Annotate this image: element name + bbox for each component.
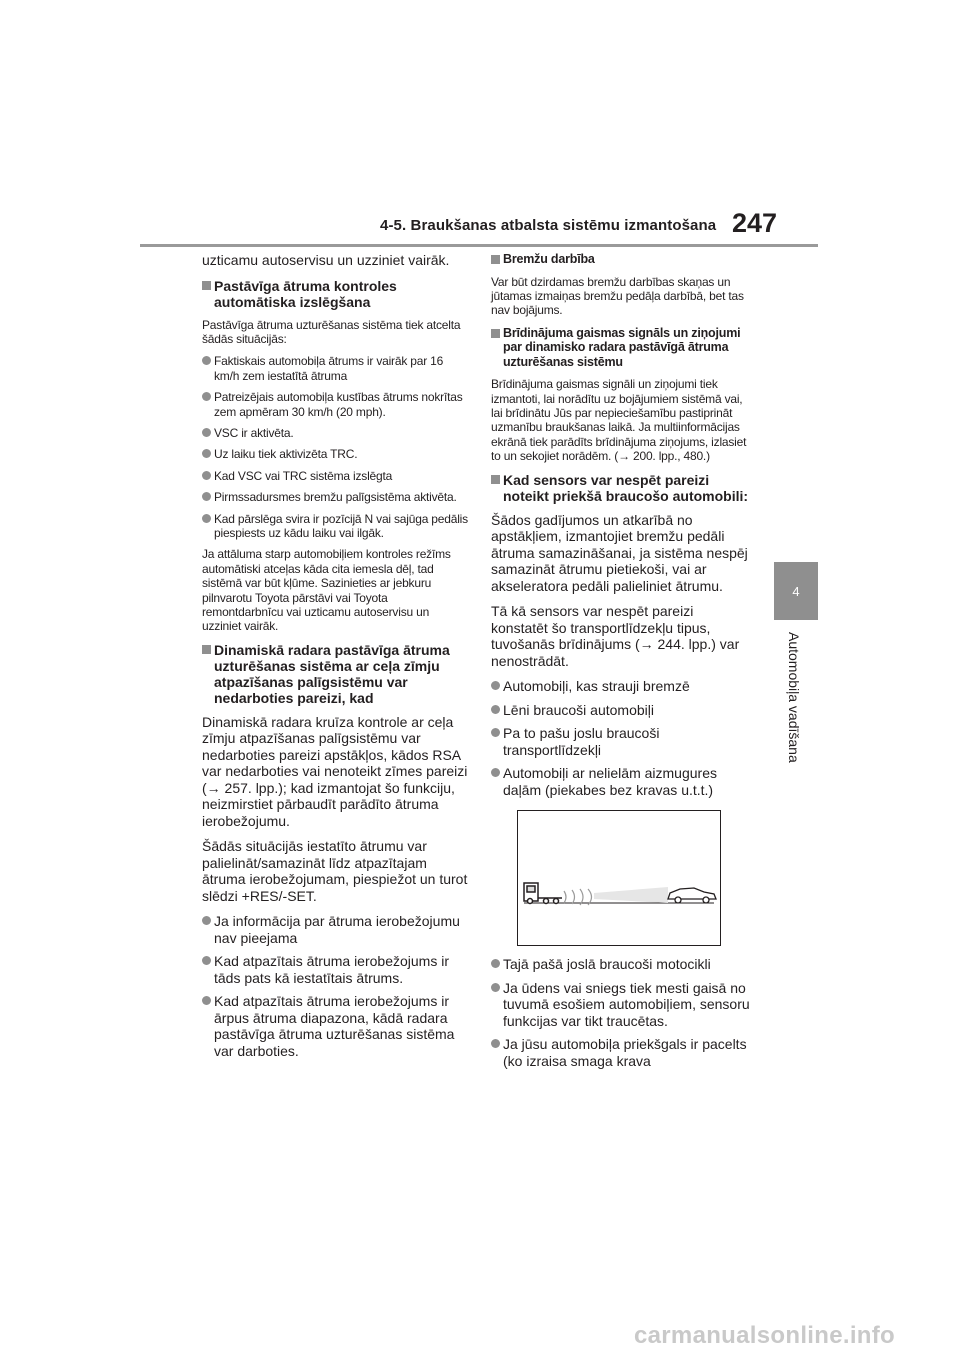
bullet-text: Ja jūsu automobiļa priekšgals ir pacelts (ko izraisa smaga krava <box>503 1036 747 1069</box>
page-number: 247 <box>732 208 778 238</box>
square-bullet-icon <box>202 281 211 290</box>
bullet-item <box>491 1036 753 1069</box>
bullet-item <box>202 354 468 383</box>
bullet-item <box>202 993 468 1059</box>
note-paragraph: Pastāvīga ātruma uzturēšanas sistēma tiek atcelta šādās situācijās: <box>202 317 461 346</box>
bullet-item <box>202 512 468 541</box>
round-bullet-icon <box>491 768 500 777</box>
bullet-item <box>491 980 753 1030</box>
radar-field <box>594 887 668 903</box>
bullet-text: Kad atpazītais ātruma ierobežojums ir tāds pats kā iestatītais ātrums. <box>214 953 449 986</box>
note-paragraph: Var būt dzirdamas bremžu darbības skaņas un jūtamas izmaiņas bremžu pedāļa darbībā, bet tas nav bojājums. <box>491 274 744 318</box>
body-paragraph: uzticamu autoservisu un uzziniet vairāk. <box>202 252 450 268</box>
round-bullet-icon <box>202 956 211 965</box>
bullet-item <box>491 702 753 719</box>
bullet-text: Kad pārslēga svira ir pozīcijā N vai sajūga pedālis piespiests uz kādu laiku vai ilgāk. <box>214 511 468 540</box>
right-column <box>491 252 753 1076</box>
square-bullet-icon <box>491 255 500 264</box>
bullet-text: Pa to pašu joslu braucoši transportlīdzekļi <box>503 725 660 758</box>
round-bullet-icon <box>202 428 211 437</box>
bullet-item <box>491 765 753 798</box>
round-bullet-icon <box>202 492 211 501</box>
bullet-item <box>202 469 468 483</box>
right-column-lower <box>491 956 753 1069</box>
heading-text: Pastāvīga ātruma kontroles automātiska izslēgšana <box>214 277 397 310</box>
heading-text: Bremžu darbība <box>503 252 595 266</box>
square-bullet-icon <box>491 329 500 338</box>
note-paragraph: Brīdinājuma gaismas signāli un ziņojumi tiek izmantoti, lai norādītu uz bojājumiem sistēmā vai, lai brīdinātu Jūs par nepieciešamību pastiprināt uzmanību braukšanas laikā. Ja multiinformācijas ekrānā tiek parādīts brīdinājuma ziņojums, izlasiet to un sekojiet norādēm. (→ 200. lpp., 480.) <box>491 377 747 464</box>
section-heading <box>202 278 468 310</box>
round-bullet-icon <box>202 471 211 480</box>
heading-text: Dinamiskā radara pastāvīga ātruma uzturēšanas sistēma ar ceļa zīmju atpazīšanas palīgsistēmu var nedarboties pareizi, kad <box>214 641 450 706</box>
round-bullet-icon <box>202 392 211 401</box>
radar-illustration <box>517 810 721 946</box>
truck-and-car-illustration <box>518 811 720 945</box>
section-heading <box>491 252 753 267</box>
bullet-item <box>491 678 753 695</box>
note-paragraph: Ja attāluma starp automobiļiem kontroles režīms automātiski atceļas kāda cita iemesla dēļ, tad sistēmā var būt kļūme. Sazinieties ar jebkuru pilnvarotu Toyota pārstāvi vai Toyota remontdarbnīcu vai uzticamu autoservisu un uzziniet vairāk. <box>202 547 451 634</box>
bullet-item <box>202 426 468 440</box>
bullet-item <box>491 956 753 973</box>
round-bullet-icon <box>202 514 211 523</box>
bullet-text: VSC ir aktivēta. <box>214 425 294 440</box>
bullet-item <box>202 490 468 504</box>
square-bullet-icon <box>491 475 500 484</box>
section-heading <box>491 326 753 370</box>
bullet-item <box>202 390 468 419</box>
bullet-text: Lēni braucoši automobiļi <box>503 701 654 718</box>
left-column <box>202 252 468 1066</box>
bullet-text: Automobiļi ar nelielām aizmugures daļām (piekabes bez kravas u.t.t.) <box>503 765 717 798</box>
round-bullet-icon <box>491 681 500 690</box>
bullet-text: Pirmssadursmes bremžu palīgsistēma aktivēta. <box>214 490 457 505</box>
round-bullet-icon <box>491 959 500 968</box>
bullet-text: Patreizējais automobiļa kustības ātrums nokrītas zem apmēram 30 km/h (20 mph). <box>214 390 463 419</box>
bullet-text: Tajā pašā joslā braucoši motocikli <box>503 956 711 973</box>
running-header-title: 4-5. Braukšanas atbalsta sistēmu izmantošana <box>380 217 717 234</box>
bullet-text: Automobiļi, kas strauji bremzē <box>503 678 690 695</box>
body-paragraph: Dinamiskā radara kruīza kontrole ar ceļa zīmju atpazīšanas palīgsistēmu var nedarboties pareizi apstākļos, kādos RSA var nedarboties vai nenoteikt zīmes pareizi (→ 257. lpp.); kad izmantojat šo funkciju, neizmirstiet pārbaudīt parādīto ātruma ierobežojumu. <box>202 713 468 829</box>
round-bullet-icon <box>202 449 211 458</box>
round-bullet-icon <box>202 356 211 365</box>
bullet-item <box>202 913 468 946</box>
body-paragraph: Šādās situācijās iestatīto ātrumu var palielināt/samazināt līdz atpazītajam ātruma ierobežojumam, piespiežot un turot slēdzi +RES/-SET. <box>202 838 468 904</box>
round-bullet-icon <box>202 916 211 925</box>
section-heading <box>202 642 468 706</box>
bullet-item <box>491 725 753 758</box>
bullet-text: Uz laiku tiek aktivizēta TRC. <box>214 447 358 462</box>
round-bullet-icon <box>491 983 500 992</box>
section-heading <box>491 472 753 504</box>
square-bullet-icon <box>202 645 211 654</box>
chapter-tab-label: Automobiļa vadīšana <box>786 632 802 763</box>
heading-text: Brīdinājuma gaismas signāls un ziņojumi par dinamisko radara pastāvīgā ātruma uzturēšanas sistēmu <box>503 325 741 369</box>
body-paragraph: Šādos gadījumos un atkarībā no apstākļiem, izmantojiet bremžu pedāli ātruma samazināšanai, ja sistēma nespēj samazināt ātrumu pietiekoši, vai ar akseleratora pedāli palieliniet ātrumu. <box>491 511 748 594</box>
bullet-item <box>202 447 468 461</box>
round-bullet-icon <box>491 705 500 714</box>
truck-icon <box>524 883 562 904</box>
round-bullet-icon <box>491 1039 500 1048</box>
heading-text: Kad sensors var nespēt pareizi noteikt priekšā braucošo automobili: <box>503 471 749 504</box>
watermark: carmanualsonline.info <box>634 1322 896 1349</box>
bullet-text: Kad atpazītais ātruma ierobežojums ir ārpus ātruma diapazona, kādā radara pastāvīga ātruma uzturēšanas sistēma var darboties. <box>214 993 455 1059</box>
bullet-text: Ja informācija par ātruma ierobežojumu nav pieejama <box>214 913 460 946</box>
round-bullet-icon <box>202 996 211 1005</box>
right-column-upper <box>491 252 753 798</box>
header-divider <box>140 244 818 247</box>
car-icon <box>668 888 716 903</box>
body-paragraph: Tā kā sensors var nespēt pareizi konstatēt šo transportlīdzekļu tipus, tuvošanās brīdinājums (→ 244. lpp.) var nenostrādāt. <box>491 603 740 669</box>
bullet-text: Ja ūdens vai sniegs tiek mesti gaisā no tuvumā esošiem automobiļiem, sensoru funkcijas var tikt traucētas. <box>503 979 750 1029</box>
round-bullet-icon <box>491 728 500 737</box>
bullet-text: Faktiskais automobiļa ātrums ir vairāk par 16 km/h zem iestatītā ātruma <box>214 354 444 383</box>
bullet-item <box>202 953 468 986</box>
bullet-text: Kad VSC vai TRC sistēma izslēgta <box>214 468 393 483</box>
chapter-tab: 4 <box>774 562 818 620</box>
